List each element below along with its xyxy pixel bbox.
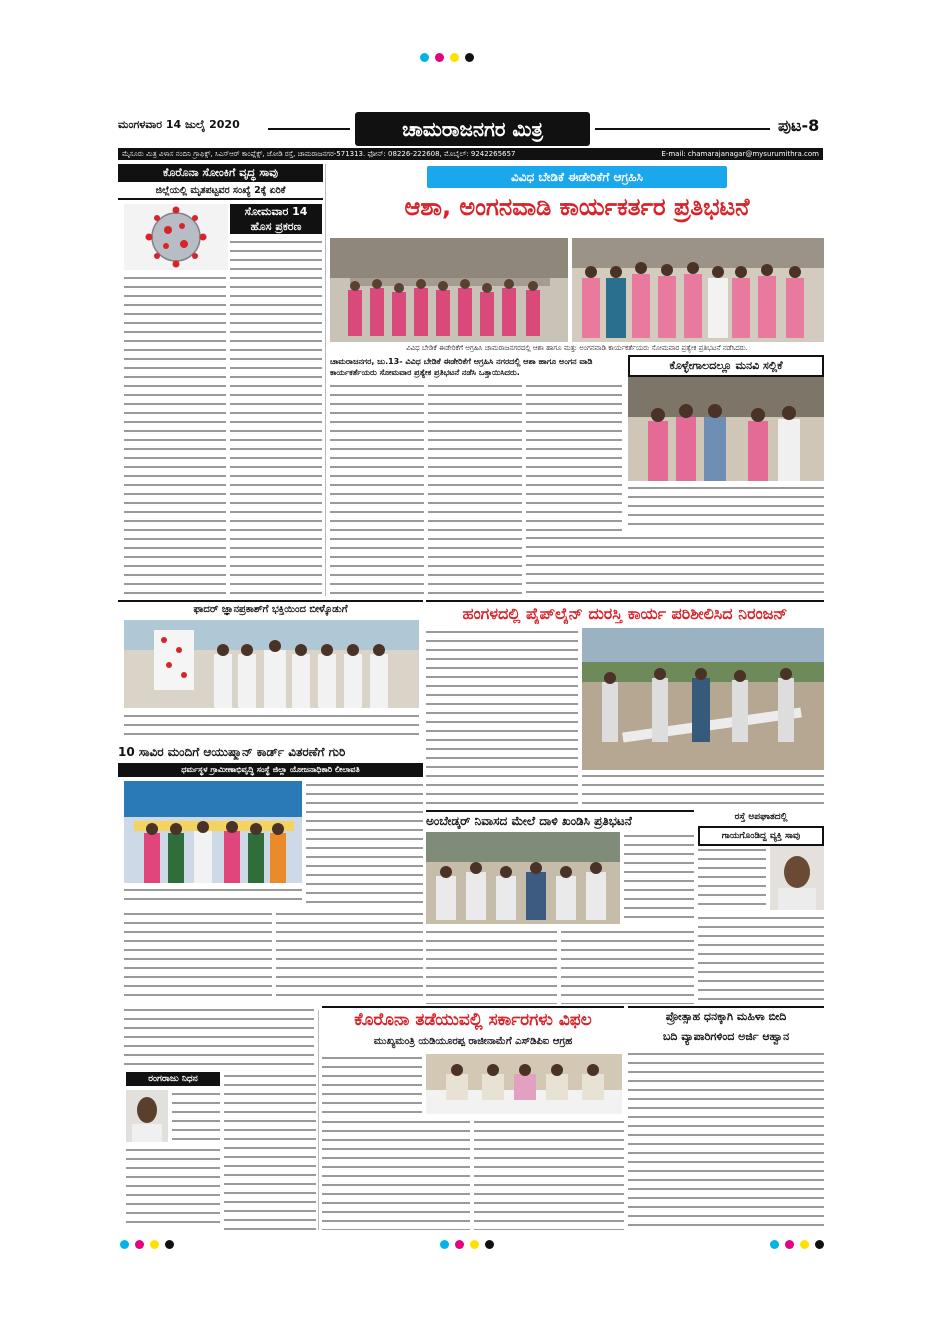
bidi-kicker: ಪ್ರೋತ್ಸಾಹ ಧನಕ್ಕಾಗಿ ಮಹಿಳಾ ಬೀದಿ <box>665 1010 787 1023</box>
asha-photo-right <box>572 238 824 342</box>
corona-subhead-box <box>230 204 322 234</box>
corona-kicker: ಕೊರೊನಾ ಸೋಂಕಿಗೆ ವೃದ್ಧ ಸಾವು <box>118 164 323 182</box>
father-rule <box>118 600 423 602</box>
ayushman-body-right <box>306 781 423 909</box>
corona-headline: ಜಿಲ್ಲೆಯಲ್ಲಿ ಮೃತಪಟ್ಟವರ ಸಂಖ್ಯೆ 2ಕ್ಕೆ ಏರಿಕೆ <box>155 185 286 196</box>
asha-body-col2 <box>428 382 522 596</box>
pipeline-photo <box>582 628 824 770</box>
kollegala-body <box>526 534 824 596</box>
govt-rule <box>322 1006 624 1008</box>
accident-body-bottom <box>698 914 824 1004</box>
asha-kicker: ವಿವಿಧ ಬೇಡಿಕೆ ಈಡೇರಿಕೆಗೆ ಆಗ್ರಹಿಸಿ <box>427 166 727 188</box>
registration-marks-bottom-right <box>770 1234 830 1253</box>
ambedkar-body-col2 <box>561 928 694 1004</box>
ayushman-caption <box>124 886 302 906</box>
registration-marks-bottom-left <box>120 1234 180 1253</box>
corona-body-right <box>230 238 322 598</box>
accident-victim-photo <box>770 846 824 910</box>
bidi-headline: ಬದಿ ವ್ಯಾಪಾರಿಗಳಿಂದ ಅರ್ಜಿ ಆಹ್ವಾನ <box>662 1030 790 1043</box>
govt-body-left <box>224 1072 316 1230</box>
kollegala-photo <box>628 377 824 481</box>
accident-body-top <box>698 846 766 912</box>
column-divider-2 <box>318 1010 319 1230</box>
column-divider <box>325 164 326 596</box>
publisher-bar <box>118 148 823 160</box>
asha-photo-left <box>330 238 568 342</box>
father-headline: ಫಾದರ್ ಜ್ಞಾನಪ್ರಕಾಶ್‌ಗೆ ಭಕ್ತಿಯಿಂದ ಬೀಳ್ಕೊಡುಗೆ <box>193 604 348 615</box>
rule-right <box>595 128 770 130</box>
bidi-body <box>628 1050 824 1230</box>
ayushman-body-left <box>124 910 272 1002</box>
email: E-mail: chamarajanagar@mysurumithra.com <box>661 150 819 158</box>
govt-body-col2 <box>474 1118 624 1230</box>
registration-marks-bottom-center <box>440 1234 500 1253</box>
paper-title: ಚಾಮರಾಜನಗರ ಮಿತ್ರ <box>355 112 590 146</box>
govt-body-col1 <box>322 1118 470 1230</box>
govt-body-top <box>322 1054 422 1114</box>
father-photo <box>124 620 419 708</box>
asha-kicker-band <box>330 166 824 188</box>
pipeline-body-bottom <box>426 772 578 806</box>
ayushman-photo <box>124 781 302 883</box>
kollegala-headline: ಕೊಳ್ಳೇಗಾಲದಲ್ಲೂ ಮನವಿ ಸಲ್ಲಿಕೆ <box>628 355 824 377</box>
asha-body-col1 <box>330 382 424 596</box>
asha-lead: ಚಾಮರಾಜನಗರ, ಜು.13- ವಿವಿಧ ಬೇಡಿಕೆ ಈಡೇರಿಕೆಗೆ ಆಗ್ರಹಿಸಿ ನಗರದಲ್ಲಿ ಆಶಾ ಹಾಗೂ ಅಂಗನ ವಾಡಿ ಕಾರ್ಯಕರ್ತೆಯರು ಸೋಮವಾರ ಪ್ರತ್ಯೇಕ ಪ್ರತಿಭಟನೆ ನಡೆಸಿ ಒತ್ತಾಯಿಸಿದರು. <box>330 357 593 377</box>
obituary-photo <box>126 1090 168 1142</box>
corona-body-left <box>124 274 226 598</box>
coronavirus-icon <box>124 204 228 270</box>
asha-caption: ವಿವಿಧ ಬೇಡಿಕೆ ಈಡೇರಿಕೆಗೆ ಆಗ್ರಹಿಸಿ ಚಾಮರಾಜನಗರದಲ್ಲಿ ಆಶಾ ಹಾಗೂ ಮತ್ತು ಅಂಗನವಾಡಿ ಕಾರ್ಯಕರ್ತೆಯರು ಸೋಮವಾರ ಪ್ರತ್ಯೇಕ ಪ್ರತಿಭಟನೆ ನಡೆಸಿದರು. <box>406 344 748 352</box>
publisher-line: ಮೈಸೂರು ಮಿತ್ರ ವಿಳಾಸ ನಂದಿನಿ ಗ್ರಾಫಿಕ್ಸ್, ಸಿಎಸ್ಆರ್ ಕಾಂಪ್ಲೆಕ್ಸ್, ಜೋಡಿ ರಸ್ತೆ, ಚಾಮರಾಜನಗರ-571313. ಫೋನ್: 08226-222608, ಮೊಬೈಲ್: 9242265657 <box>122 150 516 158</box>
govt-sub: ಮುಖ್ಯಮಂತ್ರಿ ಯಡಿಯೂರಪ್ಪ ರಾಜೀನಾಮೆಗೆ ಎಸ್‌ಡಿಪಿಐ ಆಗ್ರಹ <box>373 1036 573 1047</box>
corona-subhead-a: ಸೋಮವಾರ 14 <box>244 205 308 218</box>
issue-date: ಮಂಗಳವಾರ 14 ಜುಲೈ 2020 <box>118 118 240 131</box>
father-caption <box>124 712 419 742</box>
pipeline-rule <box>426 600 824 602</box>
pipeline-headline: ಹಂಗಳದಲ್ಲಿ ಪೈಪ್‌ಲೈನ್ ದುರಸ್ತಿ ಕಾರ್ಯ ಪರಿಶೀಲಿಸಿದ ನಿರಂಜನ್ <box>462 604 788 623</box>
ambedkar-body-col1 <box>426 928 557 1004</box>
asha-headline: ಆಶಾ, ಅಂಗನವಾಡಿ ಕಾರ್ಯಕರ್ತರ ಪ್ರತಿಭಟನೆ <box>404 193 750 221</box>
ayushman-sub: ಧರ್ಮಸ್ಥಳ ಗ್ರಾಮೀಣಾಭಿವೃದ್ಧಿ ಸಂಸ್ಥೆ ಜಿಲ್ಲಾ ಯೋಜನಾಧಿಕಾರಿ ಲೀಲಾವತಿ <box>118 763 423 777</box>
govt-headline: ಕೊರೊನಾ ತಡೆಯುವಲ್ಲಿ ಸರ್ಕಾರಗಳು ವಿಫಲ <box>354 1010 592 1030</box>
bidi-rule <box>628 1006 824 1008</box>
pipeline-caption <box>582 772 824 806</box>
page-number: ಪುಟ-8 <box>778 116 820 135</box>
pipeline-body-left <box>426 628 578 768</box>
govt-photo <box>426 1054 622 1114</box>
accident-headline: ಗಾಯಗೊಂಡಿದ್ದ ವ್ಯಕ್ತಿ ಸಾವು <box>698 826 824 846</box>
obituary-body <box>126 1146 220 1230</box>
corona-rule <box>118 198 323 200</box>
ayushman-body-bottom <box>124 1006 314 1068</box>
rule-left <box>268 128 350 130</box>
ambedkar-rule <box>426 810 694 812</box>
ayushman-headline: 10 ಸಾವಿರ ಮಂದಿಗೆ ಆಯುಷ್ಮಾನ್ ಕಾರ್ಡ್ ವಿತರಣೆಗೆ ಗುರಿ <box>118 745 346 759</box>
obituary-headline: ರಂಗರಾಜು ನಿಧನ <box>126 1072 220 1086</box>
obituary-body-right <box>172 1090 220 1142</box>
ayushman-body-mid <box>276 910 423 1002</box>
kollegala-caption-text <box>628 484 824 528</box>
registration-marks-top <box>420 47 480 66</box>
ambedkar-headline: ಅಂಬೇಡ್ಕರ್ ನಿವಾಸದ ಮೇಲೆ ದಾಳಿ ಖಂಡಿಸಿ ಪ್ರತಿಭಟನೆ <box>426 814 632 828</box>
asha-body-col3 <box>526 382 622 532</box>
accident-kicker: ರಸ್ತೆ ಅಪಘಾತದಲ್ಲಿ <box>734 812 788 822</box>
ambedkar-photo <box>426 832 620 924</box>
corona-subhead-b: ಹೊಸ ಪ್ರಕರಣ <box>250 220 302 233</box>
ambedkar-body-right <box>624 832 694 924</box>
